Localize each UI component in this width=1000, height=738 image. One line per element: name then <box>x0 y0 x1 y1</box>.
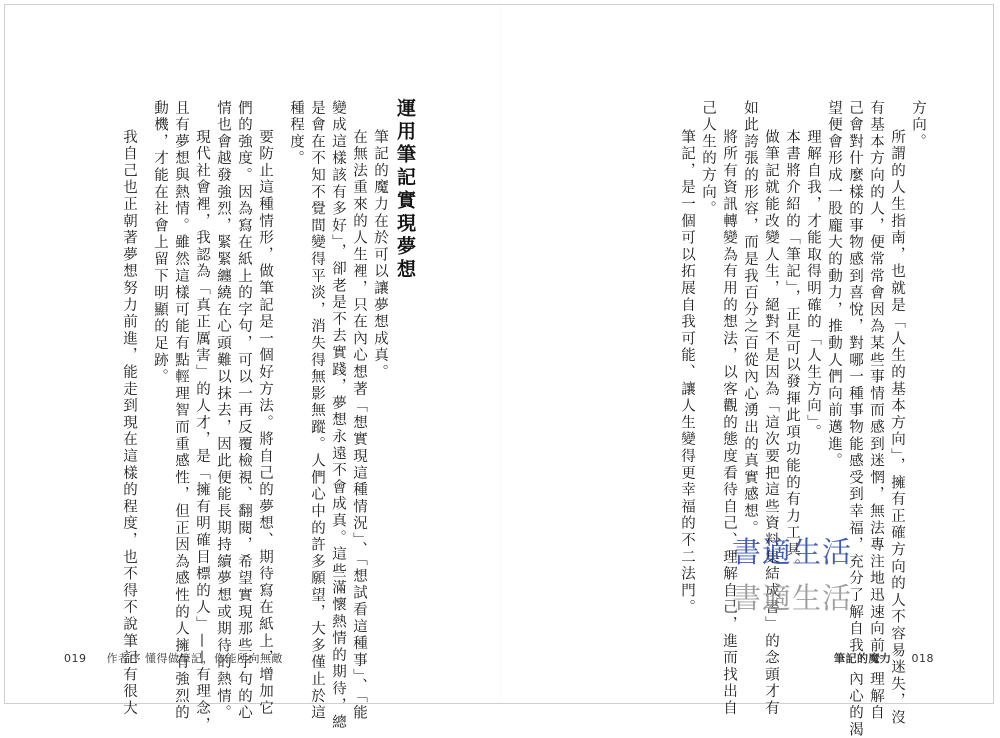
left-page-text-column: 是會在不知不覺間變得平淡，消失得無影無蹤。人們心中的許多願望，大多僅止於這 <box>309 100 325 722</box>
right-running-title: 筆記的魔力 <box>834 652 892 665</box>
watermark-logo-gray: 書適生活 <box>732 581 853 615</box>
left-page-text-column: 們的強度。因為寫在紙上的字句，可以一再反覆檢視、翻閱，希望實現那些字句的心 <box>236 100 252 722</box>
left-page-text-column: 在無法重來的人生裡，只在內心想著「想實現這種情況」、「想試看這種事」、「能 <box>351 129 367 722</box>
left-page-number: 019 <box>64 652 87 665</box>
right-page-text-column: 筆記，是一個可以拓展自我可能、讓人生變得更幸福的不二法門。 <box>679 129 695 617</box>
left-page-text-column: 要防止這種情形，做筆記是一個好方法。將自己的夢想、期待寫在紙上，增加它 <box>257 129 273 717</box>
page-gutter <box>500 4 501 704</box>
right-page-text-column: 己人生的方向。 <box>700 100 716 218</box>
left-page-text-column: 變成這樣該有多好」，卻老是不去實踐，夢想永遠不會成真。這些滿懷熱情的期待，總 <box>330 100 346 732</box>
left-page-text-column: 現代社會裡，我認為「真正厲害」的人才，是「擁有明確目標的人」——有理念， <box>194 129 210 734</box>
right-page-text-column: 做筆記就能改變人生，絕對不是因為「這次要把這些資料集結成書」的念頭才有 <box>763 129 779 717</box>
right-page-text-column: 己會對什麼樣的事物感到喜悅，對哪一種事物能感受到幸福，充分了解自我，內心的渴 <box>847 100 863 738</box>
right-page-number: 018 <box>911 652 934 665</box>
right-page-text-column: 本書將介紹的「筆記」，正是可以發揮此項功能的有力工具。 <box>784 129 800 576</box>
right-page-text-column: 方向。 <box>910 100 926 151</box>
watermark-logo-blue: 書適生活 <box>732 535 853 569</box>
left-page-footer <box>64 650 283 666</box>
left-page-text-column: 筆記的魔力在於可以讓夢想成真。 <box>372 129 388 381</box>
left-page-text-column: 且有夢想與熱情。雖然這樣可能有點輕理智而重感性，但正因為感性的人擁有強烈的 <box>173 100 189 722</box>
right-page-text-column: 望便會形成一股龐大的動力，推動人們向前邁進。 <box>826 100 842 470</box>
right-page-text-column: 將所有資訊轉變為有用的想法，以客觀的態度看待自己、理解自己，進而找出自 <box>721 129 737 717</box>
left-page-text-column: 種程度。 <box>288 100 304 168</box>
right-page-footer <box>834 650 934 666</box>
right-page-text-column: 如此誇張的形容，而是我百分之百從內心湧出的真實感想。 <box>742 100 758 537</box>
left-page-text-column: 我自己也正朝著夢想努力前進，能走到現在這樣的程度，也不得不說筆記有很大 <box>121 129 137 717</box>
section-heading: 運用筆記實現夢想 <box>394 98 416 282</box>
left-running-title: 作者序 懂得做筆記，你能所向無敵 <box>106 652 283 665</box>
right-page-text-column: 所謂的人生指南，也就是「人生的基本方向」，擁有正確方向的人不容易迷失，沒 <box>889 129 905 727</box>
right-page-text-column: 有基本方向的人，便常常會因為某些事情而感到迷惘，無法專注地迅速向前。理解自 <box>868 100 884 722</box>
left-page-text-column: 動機，才能在社會上留下明顯的足跡。 <box>152 100 168 386</box>
right-page-text-column: 理解自我，才能取得明確的「人生方向」。 <box>805 129 821 441</box>
left-page-text-column: 情也會越發強烈，緊緊纏繞在心頭難以抹去，因此便能長期持續夢想或期待的熱情。 <box>215 100 231 722</box>
